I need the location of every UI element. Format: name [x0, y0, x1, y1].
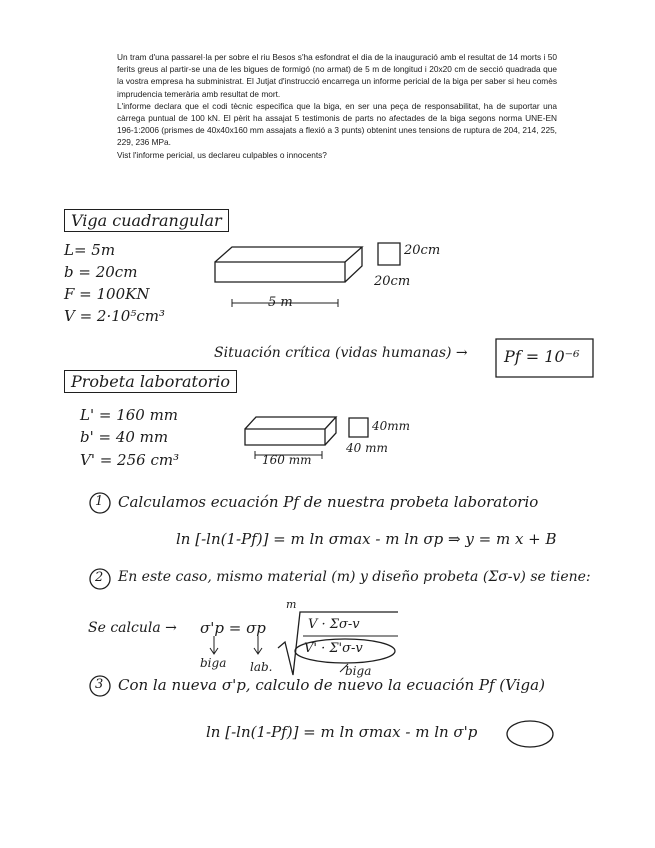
problem-paragraph-3: Vist l'informe pericial, us declareu culpables o innocents?: [117, 149, 327, 160]
step-2-note-biga-2: biga: [345, 664, 372, 678]
step-1-equation: ln [-ln(1-Pf)] = m ln σmax - m ln σp ⇒ y = m x + B: [176, 530, 557, 548]
viga-title: Viga cuadrangular: [64, 209, 229, 232]
probeta-title: Probeta laboratorio: [64, 370, 237, 393]
probeta-var-length: L' = 160 mm: [80, 406, 179, 424]
step-1-text: Calculamos ecuación Pf de nuestra probeta laboratorio: [118, 493, 539, 511]
probeta-var-volume: V' = 256 cm³: [80, 451, 180, 469]
pf-value: Pf = 10⁻⁶: [504, 347, 580, 366]
step-3-equation: ln [-ln(1-Pf)] = m ln σmax - m ln σ'p: [206, 723, 478, 741]
viga-side-label-1: 20cm: [404, 243, 441, 258]
step-3-text: Con la nueva σ'p, calculo de nuevo la ecuación Pf (Viga): [118, 676, 545, 694]
step-2-lead: Se calcula →: [88, 620, 177, 636]
viga-var-force: F = 100KN: [64, 285, 150, 303]
step-2-fraction-top: V · Σσ-v: [308, 617, 360, 632]
probeta-length-label: 160 mm: [262, 453, 312, 467]
probeta-side-label-1: 40mm: [372, 419, 411, 433]
viga-var-volume: V = 2·10⁵cm³: [64, 307, 165, 325]
step-2-root-index: m: [286, 598, 297, 611]
arrow-biga: [210, 636, 218, 654]
sigmap-ellipse: [507, 721, 553, 747]
probeta-side-label-2: 40 mm: [346, 441, 388, 455]
probeta-var-width: b' = 40 mm: [80, 428, 169, 446]
problem-paragraph-1: Un tram d'una passarel·la per sobre el riu Besos s'ha esfondrat el dia de la inauguració amb el resultat de 14 morts i 50 ferits greus al partir-se una de les bigues de formigó (no armat) de 5 m de longitud i 20x20 cm de secció quadrada que la vostra empresa ha subministrat. El Jutjat d'instrucció encarrega un informe pericial de la biga per saber si heu comès imprudencia temerària amb resultat de mort.: [117, 52, 557, 99]
step-2-note-biga: biga: [200, 656, 227, 670]
step-2-fraction-bottom: V' · Σ'σ-v: [304, 641, 363, 656]
step-2-number: 2: [95, 570, 104, 585]
viga-var-width: b = 20cm: [64, 263, 138, 281]
probeta-section-square: [349, 418, 368, 437]
viga-section-square: [378, 243, 400, 265]
step-2-note-lab: lab.: [250, 660, 273, 674]
step-2-text: En este caso, mismo material (m) y diseño probeta (Σσ-v) se tiene:: [118, 569, 591, 585]
critical-situation-text: Situación crítica (vidas humanas) →: [214, 345, 468, 361]
step-3-number: 3: [95, 677, 104, 692]
arrow-lab: [254, 636, 262, 654]
step-1-number: 1: [95, 494, 104, 509]
viga-length-label: 5 m: [268, 295, 293, 310]
viga-var-length: L= 5m: [64, 241, 116, 259]
viga-side-label-2: 20cm: [374, 274, 411, 289]
step-2-equation-lhs: σ'p = σp: [200, 619, 266, 637]
problem-paragraph-2: L'informe declara que el codi tècnic especifica que la biga, en ser una peça de responsabilitat, ha de suportar una càrrega puntual de 100 kN. El pèrit ha assajat 5 testimonis de parts no afectades de la biga segons norma UNE-EN 196-1:2006 (prismes de 40x40x160 mm assajats a flexió a 3 punts) obtenint unes tensions de ruptura de 204, 214, 225, 229, 236 MPa.: [117, 100, 557, 148]
